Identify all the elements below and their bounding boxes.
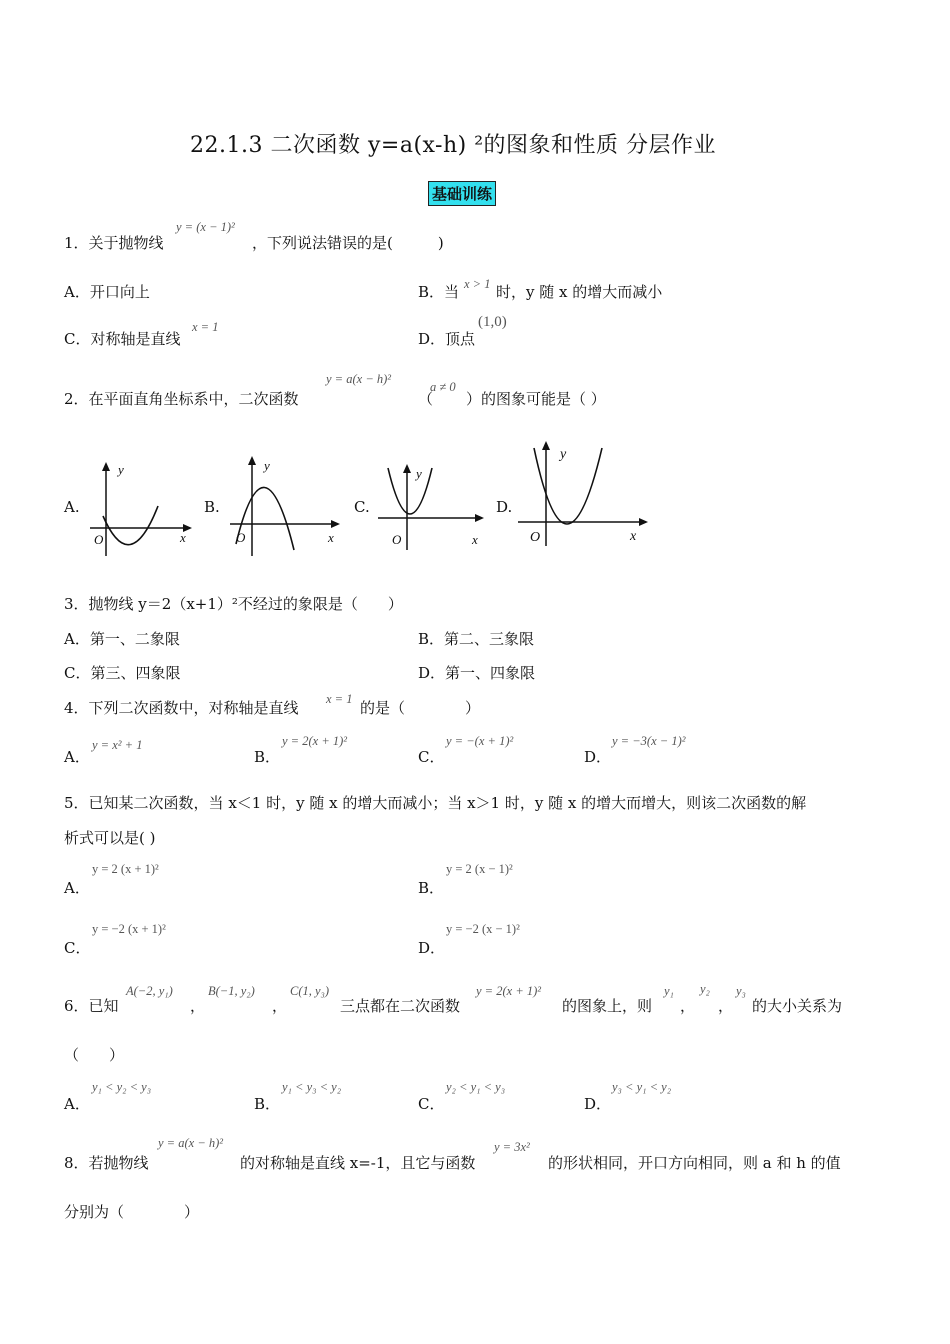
graph-d-y-label: y xyxy=(560,447,567,462)
q4-option-d-label: D． xyxy=(584,748,612,766)
graph-d-x-label: x xyxy=(630,529,637,544)
q4-option-a-label: A． xyxy=(64,748,90,766)
q1-option-c-expr: x = 1 xyxy=(192,320,219,334)
q6-option-a-expr: y₁ < y₂ < y₃ xyxy=(92,1080,152,1094)
q1-expr: y = (x − 1)² xyxy=(176,220,235,234)
q1-option-d-a: D．顶点 xyxy=(418,330,476,348)
graph-a-x-label: x xyxy=(180,530,186,545)
graph-c-origin: O xyxy=(392,532,402,547)
q6-func: y = 2(x + 1)² xyxy=(476,984,542,998)
q1-option-b-a: B．当 xyxy=(418,283,460,301)
q6-point-b: B(−1, y₂) xyxy=(208,984,255,998)
graph-d-x-arrow xyxy=(639,518,648,526)
q5-option-d-expr: y = −2 (x − 1)² xyxy=(446,922,520,936)
q8-line-2: 分别为（ ） xyxy=(64,1203,200,1221)
q4-expr: x = 1 xyxy=(326,692,353,706)
q4-stem-b: 的是（ ） xyxy=(360,699,481,717)
graph-d-y-arrow xyxy=(542,441,550,450)
q6-blank: （ ） xyxy=(64,1046,125,1064)
q6-y3: y₃ xyxy=(736,984,746,998)
graph-b-x-arrow xyxy=(331,520,340,528)
q4-option-a-expr: y = x² + 1 xyxy=(92,738,143,752)
q6-option-b-label: B． xyxy=(254,1095,281,1113)
graph-d-parabola xyxy=(534,448,602,524)
graph-a-parabola xyxy=(103,506,158,545)
q6-point-a: A(−2, y₁) xyxy=(126,984,173,998)
q3-option-c: C．第三、四象限 xyxy=(64,664,181,682)
q5-line-2: 析式可以是( ) xyxy=(64,829,156,847)
q2-stem-a: 2．在平面直角坐标系中，二次函数 xyxy=(64,390,299,408)
q5-option-c-expr: y = −2 (x + 1)² xyxy=(92,922,166,936)
graph-c xyxy=(376,460,486,552)
q2-expr: y = a(x − h)² xyxy=(326,372,392,386)
graph-a xyxy=(88,458,198,558)
q8-expr-2: y = 3x² xyxy=(494,1140,530,1154)
q6-option-c-label: C． xyxy=(418,1095,445,1113)
q6-y1: y₁ xyxy=(664,984,674,998)
q4-option-c-expr: y = −(x + 1)² xyxy=(446,734,514,748)
graph-a-y-arrow xyxy=(102,462,110,471)
q5-option-d-label: D． xyxy=(418,939,446,957)
q6-tail: 的大小关系为 xyxy=(752,997,843,1015)
q5-option-b-label: B． xyxy=(418,879,445,897)
graph-b-origin: O xyxy=(236,530,246,545)
q6-option-a-label: A． xyxy=(64,1095,90,1113)
q5-line-1: 5．已知某二次函数，当 x＜1 时，y 随 x 的增大而减小；当 x＞1 时，y 随 x 的增大而增大，则该二次函数的解 xyxy=(64,794,807,812)
q4-stem-a: 4．下列二次函数中，对称轴是直线 xyxy=(64,699,299,717)
q6-option-c-expr: y₂ < y₁ < y₃ xyxy=(446,1080,506,1094)
graph-b xyxy=(228,452,348,562)
graph-b-x-label: x xyxy=(328,530,334,545)
q6-comma-4: ， xyxy=(718,997,734,1015)
q4-option-c-label: C． xyxy=(418,748,445,766)
graph-c-x-label: x xyxy=(472,532,478,547)
q6-after: 的图象上，则 xyxy=(562,997,653,1015)
graph-c-parabola xyxy=(388,468,432,514)
q6-stem-a: 6．已知 xyxy=(64,997,119,1015)
q8-expr: y = a(x − h)² xyxy=(158,1136,224,1150)
q4-option-b-expr: y = 2(x + 1)² xyxy=(282,734,348,748)
section-badge: 基础训练 xyxy=(428,181,496,206)
graph-d xyxy=(516,438,656,550)
q2-option-a-label: A. xyxy=(64,498,80,516)
q6-option-b-expr: y₁ < y₃ < y₂ xyxy=(282,1080,342,1094)
q1-option-b-expr: x > 1 xyxy=(464,277,491,291)
q3-option-d: D．第一、四象限 xyxy=(418,664,536,682)
q6-comma-3: ， xyxy=(680,997,696,1015)
q1-option-c-a: C．对称轴是直线 xyxy=(64,330,181,348)
q5-option-a-label: A． xyxy=(64,879,90,897)
q6-comma-2: ， xyxy=(272,997,288,1015)
q3-option-a: A．第一、二象限 xyxy=(64,630,180,648)
q6-y2: y₂ xyxy=(700,982,710,996)
page-title: 22.1.3 二次函数 y=a(x-h) ²的图象和性质 分层作业 xyxy=(190,133,717,158)
graph-c-y-arrow xyxy=(403,464,411,473)
graph-b-y-label: y xyxy=(264,458,270,473)
q8-stem-a: 8．若抛物线 xyxy=(64,1154,149,1172)
q4-option-d-expr: y = −3(x − 1)² xyxy=(612,734,686,748)
q5-option-b-expr: y = 2 (x − 1)² xyxy=(446,862,513,876)
q2-lparen: （ xyxy=(418,390,434,408)
graph-a-y-label: y xyxy=(118,462,124,477)
q1-stem-b: ，下列说法错误的是( ) xyxy=(252,234,444,252)
q1-option-d-expr: (1,0) xyxy=(478,314,507,330)
graph-c-x-arrow xyxy=(475,514,484,522)
q1-option-a: A．开口向上 xyxy=(64,283,150,301)
q2-option-b-label: B. xyxy=(204,498,220,516)
graph-a-origin: O xyxy=(94,532,104,547)
q2-cond: a ≠ 0 xyxy=(430,380,456,394)
graph-d-origin: O xyxy=(530,530,541,545)
q6-mid: 三点都在二次函数 xyxy=(340,997,461,1015)
q5-option-c-label: C． xyxy=(64,939,91,957)
q3-stem: 3．抛物线 y＝2（x+1）²不经过的象限是（ ） xyxy=(64,595,403,613)
q6-option-d-expr: y₃ < y₁ < y₂ xyxy=(612,1080,672,1094)
q2-option-d-label: D. xyxy=(496,498,513,516)
q1-stem-a: 1．关于抛物线 xyxy=(64,234,164,252)
q1-option-b-b: 时，y 随 x 的增大而减小 xyxy=(496,283,663,301)
graph-c-y-label: y xyxy=(416,466,422,481)
q6-point-c: C(1, y₃) xyxy=(290,984,330,998)
q2-option-c-label: C. xyxy=(354,498,370,516)
q5-option-a-expr: y = 2 (x + 1)² xyxy=(92,862,159,876)
q3-option-b: B．第二、三象限 xyxy=(418,630,535,648)
graph-b-y-arrow xyxy=(248,456,256,465)
q4-option-b-label: B． xyxy=(254,748,281,766)
q6-option-d-label: D． xyxy=(584,1095,612,1113)
q2-stem-b: ）的图象可能是（ ） xyxy=(466,390,606,408)
q8-tail: 的形状相同，开口方向相同，则 a 和 h 的值 xyxy=(548,1154,841,1172)
q6-comma-1: ， xyxy=(190,997,206,1015)
q8-mid: 的对称轴是直线 x=-1，且它与函数 xyxy=(240,1154,476,1172)
